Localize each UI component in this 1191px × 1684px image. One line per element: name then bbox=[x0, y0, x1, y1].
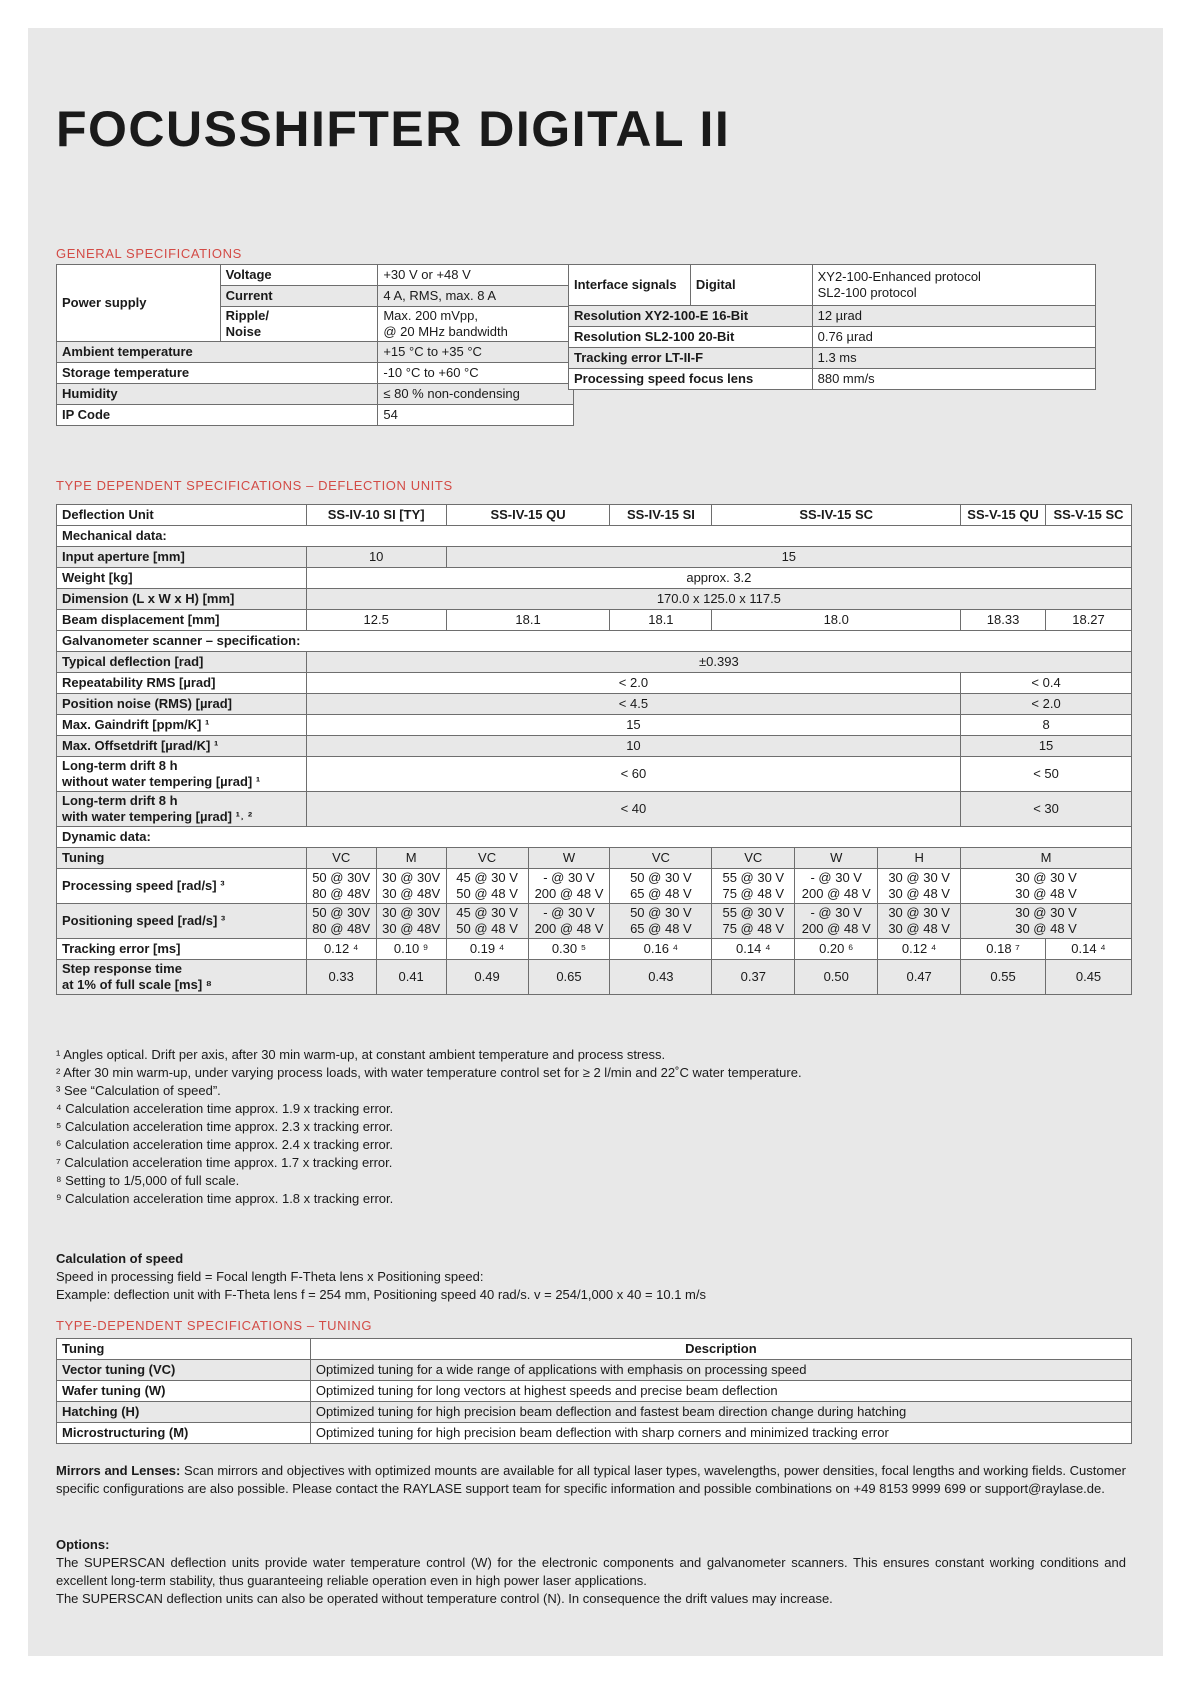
offsetdrift-value: 15 bbox=[961, 736, 1132, 757]
step-response-label: Step response time at 1% of full scale [ms] ⁸ bbox=[57, 960, 307, 995]
focus-speed-label: Processing speed focus lens bbox=[569, 369, 813, 390]
tuning-description: Optimized tuning for long vectors at highest speeds and precise beam deflection bbox=[310, 1381, 1131, 1402]
resolution-sl2-label: Resolution SL2-100 20-Bit bbox=[569, 327, 813, 348]
weight-value: approx. 3.2 bbox=[306, 568, 1131, 589]
ip-code-value: 54 bbox=[378, 405, 574, 426]
resolution-xy2-label: Resolution XY2-100-E 16-Bit bbox=[569, 306, 813, 327]
tuning-name: Wafer tuning (W) bbox=[57, 1381, 311, 1402]
mirrors-heading: Mirrors and Lenses: bbox=[56, 1463, 181, 1478]
footnote: ⁶ Calculation acceleration time approx. 2.4 x tracking error. bbox=[56, 1137, 394, 1152]
processing-speed-value: 50 @ 30V 80 @ 48V bbox=[306, 869, 376, 904]
unit-header: SS-V-15 QU bbox=[961, 505, 1046, 526]
tracking-error-value: 0.18 ⁷ bbox=[961, 939, 1046, 960]
power-supply-label: Power supply bbox=[57, 265, 221, 342]
tuning-description: Optimized tuning for high precision beam deflection and fastest beam direction change during hatching bbox=[310, 1402, 1131, 1423]
tracking-error-value: 0.14 ⁴ bbox=[712, 939, 795, 960]
tracking-error-value: 0.16 ⁴ bbox=[610, 939, 712, 960]
step-response-value: 0.45 bbox=[1046, 960, 1132, 995]
longterm-drift-water-value: < 30 bbox=[961, 792, 1132, 827]
tracking-error-value: 0.12 ⁴ bbox=[306, 939, 376, 960]
tuning-specs-heading: TYPE-DEPENDENT SPECIFICATIONS – TUNING bbox=[56, 1318, 373, 1333]
position-noise-value: < 4.5 bbox=[306, 694, 960, 715]
tuning-label: Tuning bbox=[57, 848, 307, 869]
beam-value: 18.27 bbox=[1046, 610, 1132, 631]
positioning-speed-value: 30 @ 30V 30 @ 48V bbox=[376, 904, 446, 939]
footnote: ⁹ Calculation acceleration time approx. 1.8 x tracking error. bbox=[56, 1191, 394, 1206]
longterm-drift-water-value: < 40 bbox=[306, 792, 960, 827]
positioning-speed-value: - @ 30 V 200 @ 48 V bbox=[528, 904, 610, 939]
calculation-of-speed bbox=[56, 1250, 706, 1304]
deflection-specs-heading: TYPE DEPENDENT SPECIFICATIONS – DEFLECTION UNITS bbox=[56, 478, 453, 493]
ip-code-label: IP Code bbox=[57, 405, 378, 426]
beam-value: 18.1 bbox=[446, 610, 610, 631]
ripple-label: Ripple/ Noise bbox=[220, 307, 378, 342]
storage-temp-label: Storage temperature bbox=[57, 363, 378, 384]
storage-temp-value: -10 °C to +60 °C bbox=[378, 363, 574, 384]
dimension-label: Dimension (L x W x H) [mm] bbox=[57, 589, 307, 610]
calc-line: Speed in processing field = Focal length F-Theta lens x Positioning speed: bbox=[56, 1269, 484, 1284]
position-noise-value: < 2.0 bbox=[961, 694, 1132, 715]
galvo-section: Galvanometer scanner – specification: bbox=[57, 631, 1132, 652]
processing-speed-value: 50 @ 30 V 65 @ 48 V bbox=[610, 869, 712, 904]
step-response-value: 0.47 bbox=[878, 960, 961, 995]
mechanical-data-section: Mechanical data: bbox=[57, 526, 1132, 547]
typical-deflection-label: Typical deflection [rad] bbox=[57, 652, 307, 673]
focus-speed-value: 880 mm/s bbox=[812, 369, 1095, 390]
tuning-value: VC bbox=[306, 848, 376, 869]
beam-displacement-label: Beam displacement [mm] bbox=[57, 610, 307, 631]
step-response-value: 0.50 bbox=[795, 960, 878, 995]
processing-speed-value: 55 @ 30 V 75 @ 48 V bbox=[712, 869, 795, 904]
input-aperture-label: Input aperture [mm] bbox=[57, 547, 307, 568]
tuning-description: Optimized tuning for high precision beam deflection with sharp corners and minimized tracking error bbox=[310, 1423, 1131, 1444]
gaindrift-value: 8 bbox=[961, 715, 1132, 736]
step-response-value: 0.37 bbox=[712, 960, 795, 995]
ambient-temp-label: Ambient temperature bbox=[57, 342, 378, 363]
tracking-error-value: 0.19 ⁴ bbox=[446, 939, 528, 960]
description-col-header: Description bbox=[310, 1339, 1131, 1360]
beam-value: 18.0 bbox=[712, 610, 961, 631]
interface-specs-table bbox=[568, 264, 1096, 390]
voltage-value: +30 V or +48 V bbox=[378, 265, 574, 286]
interface-value: XY2-100-Enhanced protocol SL2-100 protocol bbox=[812, 265, 1095, 306]
positioning-speed-value: 55 @ 30 V 75 @ 48 V bbox=[712, 904, 795, 939]
page-title: FOCUSSHIFTER DIGITAL II bbox=[56, 101, 731, 157]
dimension-value: 170.0 x 125.0 x 117.5 bbox=[306, 589, 1131, 610]
tuning-col-header: Tuning bbox=[57, 1339, 311, 1360]
datasheet-page bbox=[28, 28, 1163, 1656]
input-aperture-value: 15 bbox=[446, 547, 1131, 568]
positioning-speed-value: 30 @ 30 V 30 @ 48 V bbox=[961, 904, 1132, 939]
positioning-speed-value: 30 @ 30 V 30 @ 48 V bbox=[878, 904, 961, 939]
tuning-name: Hatching (H) bbox=[57, 1402, 311, 1423]
input-aperture-value: 10 bbox=[306, 547, 446, 568]
tracking-error-value: 0.20 ⁶ bbox=[795, 939, 878, 960]
footnote: ¹ Angles optical. Drift per axis, after 30 min warm-up, at constant ambient temperature and process stress. bbox=[56, 1047, 666, 1062]
current-value: 4 A, RMS, max. 8 A bbox=[378, 286, 574, 307]
tuning-value: W bbox=[795, 848, 878, 869]
step-response-value: 0.49 bbox=[446, 960, 528, 995]
footnote: ⁸ Setting to 1/5,000 of full scale. bbox=[56, 1173, 240, 1188]
beam-value: 18.33 bbox=[961, 610, 1046, 631]
tuning-name: Microstructuring (M) bbox=[57, 1423, 311, 1444]
processing-speed-value: - @ 30 V 200 @ 48 V bbox=[528, 869, 610, 904]
unit-header: SS-IV-15 QU bbox=[446, 505, 610, 526]
step-response-value: 0.43 bbox=[610, 960, 712, 995]
tracking-error-value: 1.3 ms bbox=[812, 348, 1095, 369]
footnote: ⁷ Calculation acceleration time approx. 1.7 x tracking error. bbox=[56, 1155, 393, 1170]
options-text: The SUPERSCAN deflection units provide water temperature control (W) for the electronic components and galvanometer scanners. This ensures constant working conditions and excellent long-term stability, thus guaranteeing reliable operation even in high power laser applications. bbox=[56, 1555, 1126, 1588]
repeatability-value: < 0.4 bbox=[961, 673, 1132, 694]
tuning-value: H bbox=[878, 848, 961, 869]
positioning-speed-value: 45 @ 30 V 50 @ 48 V bbox=[446, 904, 528, 939]
longterm-drift-label: Long-term drift 8 h without water tempering [µrad] ¹ bbox=[57, 757, 307, 792]
footnotes bbox=[56, 1046, 802, 1208]
deflection-units-table bbox=[56, 504, 1132, 995]
ambient-temp-value: +15 °C to +35 °C bbox=[378, 342, 574, 363]
mirrors-text: Scan mirrors and objectives with optimized mounts are available for all typical laser types, wavelengths, power densities, focal lengths and working fields. Customer specific configurations are also possible. Please contact the RAYLASE support team for specific information and possible combinations on +49 8153 9999 699 or support@raylase.de. bbox=[56, 1463, 1126, 1496]
dynamic-data-section: Dynamic data: bbox=[57, 827, 1132, 848]
footnote: ² After 30 min warm-up, under varying process loads, with water temperature control set for ≥ 2 l/min and 22˚C water temperature. bbox=[56, 1065, 802, 1080]
tuning-value: VC bbox=[712, 848, 795, 869]
longterm-drift-value: < 50 bbox=[961, 757, 1132, 792]
processing-speed-value: 45 @ 30 V 50 @ 48 V bbox=[446, 869, 528, 904]
interface-signals-label: Interface signals bbox=[569, 265, 691, 306]
step-response-value: 0.55 bbox=[961, 960, 1046, 995]
calc-heading: Calculation of speed bbox=[56, 1251, 184, 1266]
processing-speed-value: - @ 30 V 200 @ 48 V bbox=[795, 869, 878, 904]
beam-value: 12.5 bbox=[306, 610, 446, 631]
typical-deflection-value: ±0.393 bbox=[306, 652, 1131, 673]
mirrors-and-lenses bbox=[56, 1462, 1126, 1498]
tracking-error-value: 0.12 ⁴ bbox=[878, 939, 961, 960]
options-heading: Options: bbox=[56, 1537, 110, 1552]
tracking-error-label: Tracking error LT-II-F bbox=[569, 348, 813, 369]
general-specs-heading: GENERAL SPECIFICATIONS bbox=[56, 246, 242, 261]
tuning-description: Optimized tuning for a wide range of applications with emphasis on processing speed bbox=[310, 1360, 1131, 1381]
digital-label: Digital bbox=[690, 265, 812, 306]
positioning-speed-label: Positioning speed [rad/s] ³ bbox=[57, 904, 307, 939]
step-response-value: 0.65 bbox=[528, 960, 610, 995]
tuning-table bbox=[56, 1338, 1132, 1444]
gaindrift-value: 15 bbox=[306, 715, 960, 736]
unit-header: SS-V-15 SC bbox=[1046, 505, 1132, 526]
tuning-value: M bbox=[376, 848, 446, 869]
offsetdrift-label: Max. Offsetdrift [µrad/K] ¹ bbox=[57, 736, 307, 757]
deflection-unit-label: Deflection Unit bbox=[57, 505, 307, 526]
processing-speed-value: 30 @ 30 V 30 @ 48 V bbox=[961, 869, 1132, 904]
longterm-drift-water-label: Long-term drift 8 h with water tempering [µrad] ¹˒ ² bbox=[57, 792, 307, 827]
humidity-value: ≤ 80 % non-condensing bbox=[378, 384, 574, 405]
tracking-error-value: 0.14 ⁴ bbox=[1046, 939, 1132, 960]
repeatability-value: < 2.0 bbox=[306, 673, 960, 694]
general-specs-table bbox=[56, 264, 574, 426]
unit-header: SS-IV-15 SI bbox=[610, 505, 712, 526]
resolution-xy2-value: 12 µrad bbox=[812, 306, 1095, 327]
positioning-speed-value: - @ 30 V 200 @ 48 V bbox=[795, 904, 878, 939]
tracking-error-value: 0.10 ⁹ bbox=[376, 939, 446, 960]
tuning-value: VC bbox=[446, 848, 528, 869]
calc-line: Example: deflection unit with F-Theta lens f = 254 mm, Positioning speed 40 rad/s. v = 254/1,000 x 40 = 10.1 m/s bbox=[56, 1287, 706, 1302]
humidity-label: Humidity bbox=[57, 384, 378, 405]
footnote: ³ See “Calculation of speed”. bbox=[56, 1083, 221, 1098]
voltage-label: Voltage bbox=[220, 265, 378, 286]
tuning-value: W bbox=[528, 848, 610, 869]
tracking-error-value: 0.30 ⁵ bbox=[528, 939, 610, 960]
repeatability-label: Repeatability RMS [µrad] bbox=[57, 673, 307, 694]
unit-header: SS-IV-15 SC bbox=[712, 505, 961, 526]
beam-value: 18.1 bbox=[610, 610, 712, 631]
processing-speed-value: 30 @ 30 V 30 @ 48 V bbox=[878, 869, 961, 904]
tuning-value: VC bbox=[610, 848, 712, 869]
resolution-sl2-value: 0.76 µrad bbox=[812, 327, 1095, 348]
gaindrift-label: Max. Gaindrift [ppm/K] ¹ bbox=[57, 715, 307, 736]
step-response-value: 0.33 bbox=[306, 960, 376, 995]
ripple-value: Max. 200 mVpp, @ 20 MHz bandwidth bbox=[378, 307, 574, 342]
offsetdrift-value: 10 bbox=[306, 736, 960, 757]
longterm-drift-value: < 60 bbox=[306, 757, 960, 792]
step-response-value: 0.41 bbox=[376, 960, 446, 995]
positioning-speed-value: 50 @ 30 V 65 @ 48 V bbox=[610, 904, 712, 939]
position-noise-label: Position noise (RMS) [µrad] bbox=[57, 694, 307, 715]
footnote: ⁵ Calculation acceleration time approx. 2.3 x tracking error. bbox=[56, 1119, 394, 1134]
positioning-speed-value: 50 @ 30V 80 @ 48V bbox=[306, 904, 376, 939]
current-label: Current bbox=[220, 286, 378, 307]
tracking-error-row-label: Tracking error [ms] bbox=[57, 939, 307, 960]
weight-label: Weight [kg] bbox=[57, 568, 307, 589]
processing-speed-value: 30 @ 30V 30 @ 48V bbox=[376, 869, 446, 904]
tuning-name: Vector tuning (VC) bbox=[57, 1360, 311, 1381]
processing-speed-label: Processing speed [rad/s] ³ bbox=[57, 869, 307, 904]
unit-header: SS-IV-10 SI [TY] bbox=[306, 505, 446, 526]
options bbox=[56, 1536, 1126, 1608]
footnote: ⁴ Calculation acceleration time approx. 1.9 x tracking error. bbox=[56, 1101, 394, 1116]
options-text: The SUPERSCAN deflection units can also be operated without temperature control (N). In consequence the drift values may increase. bbox=[56, 1591, 833, 1606]
tuning-value: M bbox=[961, 848, 1132, 869]
